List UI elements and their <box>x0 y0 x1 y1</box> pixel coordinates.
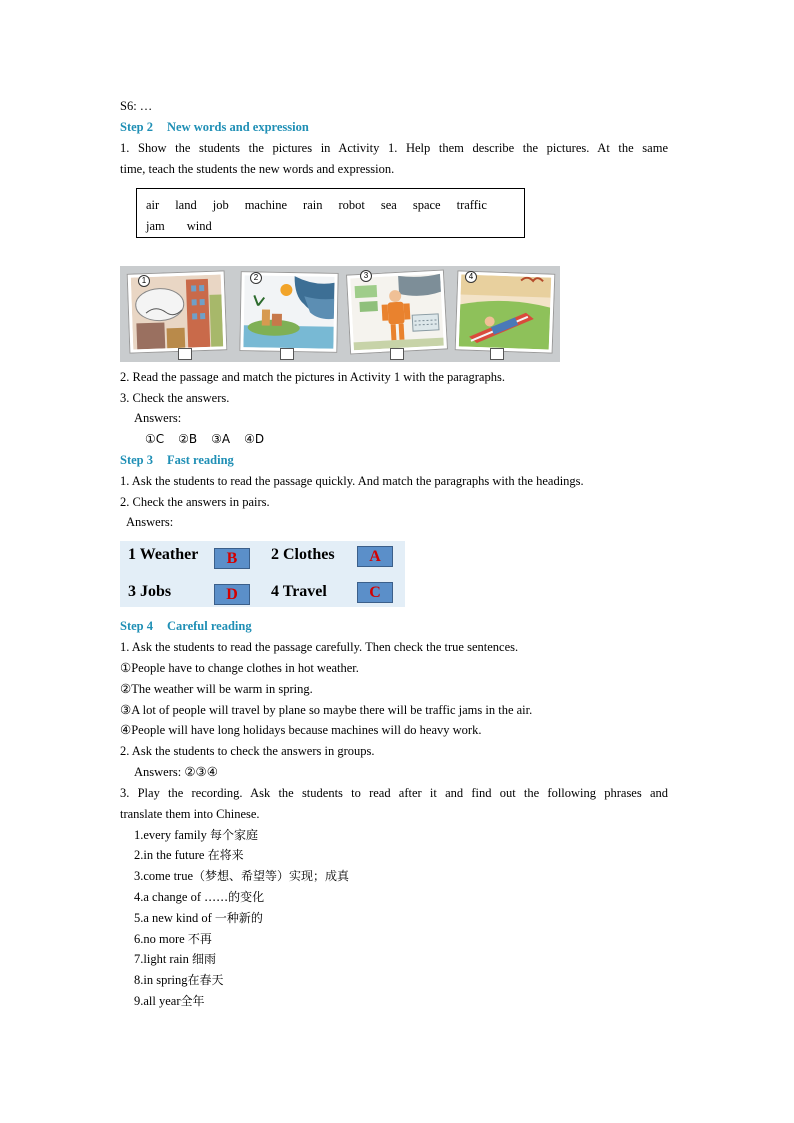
phrase-en: 9.all year <box>134 994 181 1008</box>
step2-title: New words and expression <box>167 120 309 134</box>
picture-space-worker <box>346 269 448 354</box>
headings-answer-table <box>120 541 405 607</box>
step3-item2: 2. Check the answers in pairs. <box>120 495 270 509</box>
sentence-4: ④People will have long holidays because machines will do heavy work. <box>120 723 482 737</box>
phrase-cn: 全年 <box>180 994 205 1008</box>
word: space <box>412 198 441 212</box>
step4-label: Step 4 <box>120 619 153 633</box>
s6-line: S6: … <box>120 99 153 113</box>
phrase-cn: 每个家庭 <box>210 828 259 842</box>
phrase-item <box>134 847 244 863</box>
step4-answers: Answers: ②③④ <box>134 765 218 779</box>
picture-number: 4 <box>465 271 477 283</box>
heading-clothes: 2 Clothes <box>271 546 335 563</box>
phrase-en: 6.no more <box>134 932 185 946</box>
phrase-item <box>134 889 264 905</box>
phrase-item <box>134 972 224 988</box>
new-words-box <box>136 188 525 238</box>
phrase-en: 8.in spring <box>134 973 188 987</box>
answer-item: ④D <box>244 432 265 446</box>
answer-item: ③A <box>211 432 231 446</box>
step2-heading <box>120 119 309 135</box>
phrase-item <box>134 910 263 926</box>
word: job <box>212 198 229 212</box>
answer-item: ①C <box>145 432 165 446</box>
phrase-item <box>134 868 349 884</box>
step2-item2: 2. Read the passage and match the pictures in Activity 1 with the paragraphs. <box>120 370 505 384</box>
sentence-3: ③A lot of people will travel by plane so maybe there will be traffic jams in the air. <box>120 703 533 717</box>
step3-answers-label: Answers: <box>126 515 174 529</box>
step4-item3-line2: translate them into Chinese. <box>120 807 260 821</box>
answer-checkbox[interactable] <box>490 348 504 360</box>
phrase-en: 2.in the future <box>134 848 205 862</box>
step3-label: Step 3 <box>120 453 153 467</box>
phrase-cn: 一种新的 <box>214 911 263 925</box>
answer-box: A <box>357 546 393 567</box>
step4-title: Careful reading <box>167 619 252 633</box>
step2-item1-line2: time, teach the students the new words and expression. <box>120 162 395 176</box>
step2-answers <box>145 431 264 447</box>
phrase-en: 3.come true <box>134 869 194 883</box>
sentence-2: ②The weather will be warm in spring. <box>120 682 313 696</box>
word: land <box>175 198 197 212</box>
phrase-cn: 不再 <box>187 932 212 946</box>
word: wind <box>186 219 212 233</box>
step3-title: Fast reading <box>167 453 234 467</box>
phrase-en: 4.a change of <box>134 890 201 904</box>
activity-pictures <box>120 266 560 362</box>
answer-checkbox[interactable] <box>178 348 192 360</box>
word: traffic <box>456 198 487 212</box>
step4-item3-line1: 3. Play the recording. Ask the students to read after it and find out the following phrases and <box>120 786 668 800</box>
picture-number: 2 <box>250 272 262 284</box>
answer-box: D <box>214 584 250 605</box>
phrase-cn: 细雨 <box>191 952 216 966</box>
answer-item: ②B <box>178 432 198 446</box>
word: robot <box>338 198 365 212</box>
word: jam <box>146 219 165 233</box>
heading-weather: 1 Weather <box>128 546 199 563</box>
phrase-en: 7.light rain <box>134 952 189 966</box>
phrase-cn: 在春天 <box>187 973 224 987</box>
word: machine <box>244 198 288 212</box>
word: sea <box>380 198 397 212</box>
phrase-item <box>134 827 258 843</box>
heading-jobs: 3 Jobs <box>128 583 172 600</box>
phrase-en: 5.a new kind of <box>134 911 212 925</box>
phrase-cn: （梦想、希望等）实现；成真 <box>193 869 350 883</box>
step2-item3: 3. Check the answers. <box>120 391 230 405</box>
answer-checkbox[interactable] <box>390 348 404 360</box>
phrase-item <box>134 931 212 947</box>
answer-box: C <box>357 582 393 603</box>
heading-travel: 4 Travel <box>271 583 327 600</box>
phrase-item <box>134 951 216 967</box>
phrase-item <box>134 993 205 1009</box>
step3-heading <box>120 452 234 468</box>
sentence-1: ①People have to change clothes in hot weather. <box>120 661 359 675</box>
word: air <box>146 198 160 212</box>
phrase-cn: 在将来 <box>207 848 244 862</box>
step2-answers-label: Answers: <box>134 411 182 425</box>
picture-number: 3 <box>360 270 372 282</box>
step2-label: Step 2 <box>120 120 153 134</box>
step3-item1: 1. Ask the students to read the passage quickly. And match the paragraphs with the headings. <box>120 474 584 488</box>
picture-number: 1 <box>138 275 150 287</box>
step4-item1: 1. Ask the students to read the passage carefully. Then check the true sentences. <box>120 640 519 654</box>
phrase-en: 1.every family <box>134 828 207 842</box>
answer-checkbox[interactable] <box>280 348 294 360</box>
phrase-cn: ……的变化 <box>204 890 265 904</box>
step2-item1-line1: 1. Show the students the pictures in Activity 1. Help them describe the pictures. At the same <box>120 141 668 155</box>
step4-item2: 2. Ask the students to check the answers in groups. <box>120 744 375 758</box>
answer-box: B <box>214 548 250 569</box>
word: rain <box>303 198 323 212</box>
step4-heading <box>120 618 252 634</box>
